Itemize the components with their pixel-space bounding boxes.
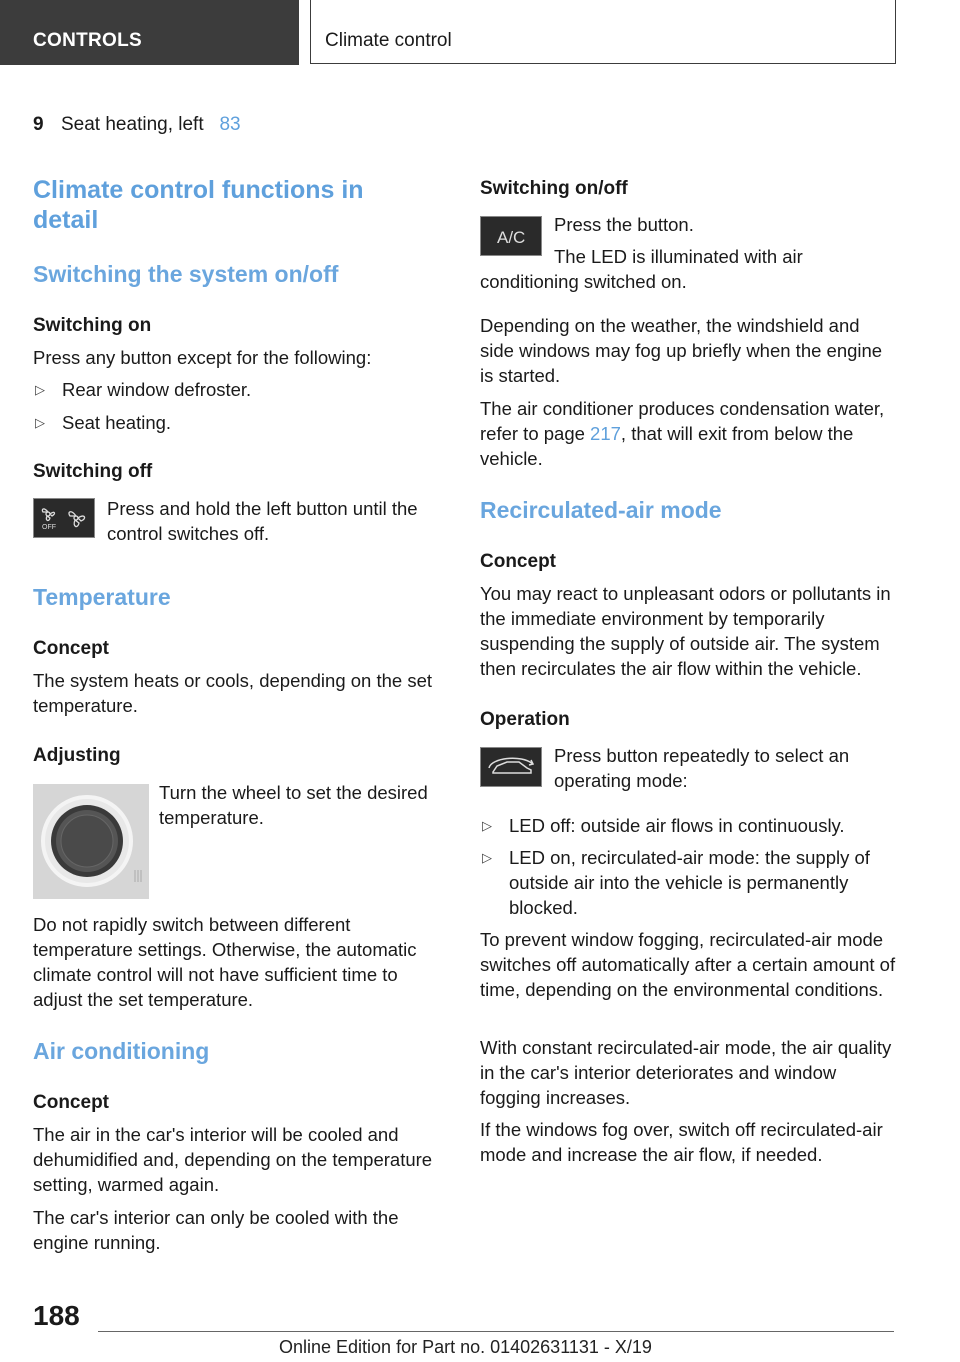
operation-text: Press button repeatedly to select an operating mode: [554,745,850,791]
condensation-text: The air conditioner produces condensation water, refer to page 217, that will exit from below the vehicle. [480,398,885,469]
heading-concept: Concept [33,638,109,659]
heading-concept: Concept [480,551,556,572]
header-chapter-box [310,0,896,64]
fog-over-text: If the windows fog over, switch off recirculated-air mode and increase the air flow, if needed. [480,1119,883,1165]
heading-concept: Concept [33,1092,109,1113]
heading-switching-system: Switching the system on/off [33,261,339,287]
temperature-wheel-image [33,784,149,899]
triangle-bullet-icon: ▷ [482,850,492,865]
triangle-bullet-icon: ▷ [482,818,492,833]
bullet-item: ▷ Seat heating. [35,412,172,433]
heading-switching-on: Switching on [33,315,152,336]
off-icon-label: OFF [42,524,56,531]
footer-divider [98,1331,894,1332]
heading-switching-off: Switching off [33,461,153,482]
bullet-item: ▷ LED on, recirculated-air mode: the supply of outside air into the vehicle is permanently blocked. [482,847,870,918]
heading-temperature: Temperature [33,584,171,610]
bullet-item: ▷ Rear window defroster. [35,379,252,400]
recirculation-button-icon [480,747,542,787]
led-text: The LED is illuminated with air conditioning switched on. [480,246,803,292]
bullet-item: ▷ LED off: outside air flows in continuously. [482,815,845,836]
section-title: Climate control functions in detail [33,176,364,234]
legend-item-text: Seat heating, left [61,114,204,135]
header-chapter-label: Climate control [325,30,452,51]
press-button-text: Press the button. [554,214,694,235]
heading-operation: Operation [480,709,570,730]
prevent-fog-text: To prevent window fogging, recirculated-air mode switches off automatically after a certain amount of time, depending on the environmental conditions. [480,929,896,1000]
page-number: 188 [33,1300,80,1331]
adjusting-text: Turn the wheel to set the desired temperature. [159,782,428,828]
ac-concept-text: The air in the car's interior will be cooled and dehumidified and, depending on the temperature setting, warmed again. [33,1124,433,1195]
constant-recirc-text: With constant recirculated-air mode, the air quality in the car's interior deteriorates and window fogging increases. [480,1037,892,1108]
heading-air-conditioning: Air conditioning [33,1038,210,1064]
header-section-tab [0,0,299,65]
legend-item-number: 9 [33,114,44,135]
fog-text: Depending on the weather, the windshield and side windows may fog up briefly when the engine is started. [480,315,883,386]
triangle-bullet-icon: ▷ [35,415,45,430]
switching-on-text: Press any button except for the following: [33,347,372,368]
page-ref-link[interactable]: 83 [219,114,241,135]
header-section-label: CONTROLS [33,30,143,51]
temperature-warning-text: Do not rapidly switch between different temperature settings. Otherwise, the automatic climate control will not have sufficient time to adjust the set temperature. [33,914,417,1010]
temperature-concept-text: The system heats or cools, depending on the set temperature. [33,670,433,716]
footer-edition-text: Online Edition for Part no. 01402631131 - X/19 [279,1337,652,1357]
fan-off-button-icon [33,498,95,538]
triangle-bullet-icon: ▷ [35,382,45,397]
ac-engine-text: The car's interior can only be cooled with the engine running. [33,1207,399,1253]
ac-icon-label: A/C [497,228,526,247]
switching-off-text: Press and hold the left button until the control switches off. [107,498,418,544]
recirc-concept-text: You may react to unpleasant odors or pollutants in the immediate environment by temporarily suspending the supply of outside air. The system then recirculates the air flow within the vehicle. [480,583,891,679]
page-ref-link[interactable]: 217 [590,423,621,444]
heading-switching-on-off: Switching on/off [480,178,628,199]
heading-adjusting: Adjusting [33,745,121,766]
legend-item-9 [33,114,241,136]
heading-recirculated-air: Recirculated-air mode [480,497,722,523]
